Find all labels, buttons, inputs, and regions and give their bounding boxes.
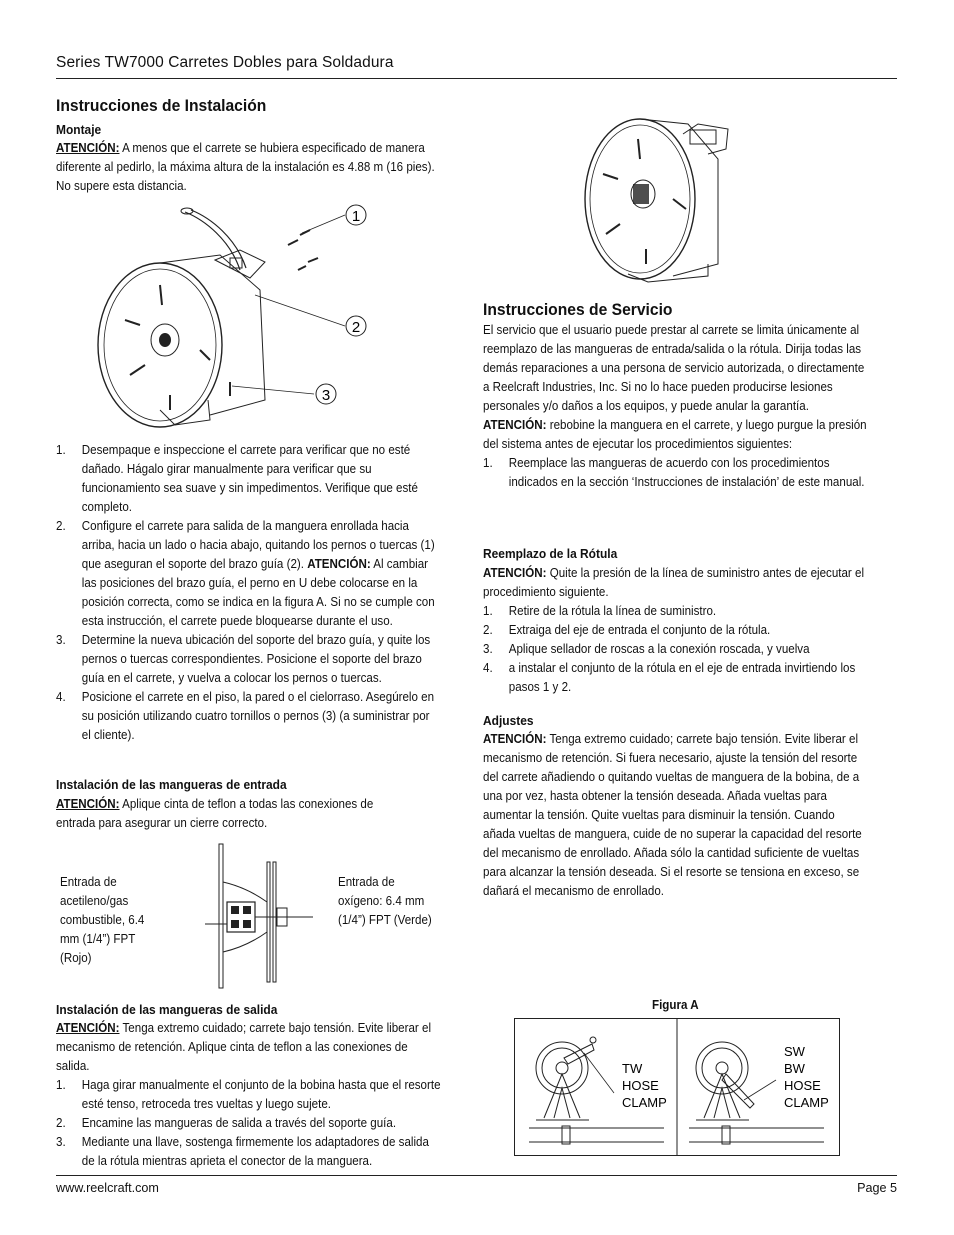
mount-heading: Montaje <box>56 122 102 137</box>
outlet-attention: ATENCIÓN: <box>56 1021 120 1035</box>
figure-caption: Figura A <box>652 998 699 1012</box>
install-steps <box>56 441 441 745</box>
list-item: 2. Extraiga del eje de entrada el conjunto de la rótula. <box>483 623 771 637</box>
page-number: Page 5 <box>857 1181 897 1195</box>
adjust-heading: Adjustes <box>483 713 534 728</box>
footer-url[interactable]: www.reelcraft.com <box>56 1181 159 1195</box>
swivel-paragraph: ATENCIÓN: Quite la presión de la línea de suministro antes de ejecutar el procedimiento siguiente. 1. Retire de la rótula la línea de suministro. 2. Extraiga del eje de entrada el conjunto de la rótula. 3. Aplique sellador de roscas a la conexión roscada, y vuelva 4. a instalar el conjunto de la rótula en el eje de entrada invirtiendo los pasos 1 y 2. <box>483 564 868 697</box>
callout-2: 2 <box>351 319 361 336</box>
service-attention: ATENCIÓN: <box>483 418 547 432</box>
mount-attention: ATENCIÓN: <box>56 141 120 155</box>
page-header-title: Series TW7000 Carretes Dobles para Soldadura <box>56 54 394 71</box>
footer-rule <box>56 1175 897 1176</box>
service-heading: Instrucciones de Servicio <box>483 300 673 319</box>
fig-right-label-1: SW <box>784 1044 805 1059</box>
inlet-text: Aplique cinta de teflon a todas las conexiones de entrada para asegurar un cierre correcto. <box>56 797 374 830</box>
list-item: 2. Configure el carrete para salida de la manguera enrollada hacia arriba, hacia un lado o hacia abajo, quitando los pernos o tuercas (1) que aseguran el soporte del brazo guía (2). ATENCIÓN: Al cambiar las posiciones del brazo guía, el perno en U debe colocarse en la posición correcta, como se indica en la figura A. Si no se cumple con esta instrucción, el carrete puede bloquearse durante el uso. <box>56 519 435 628</box>
list-item: 1. Haga girar manualmente el conjunto de la bobina hasta que el resorte esté tenso, retroceda tres vueltas y luego sujete. <box>56 1078 441 1111</box>
fig-left-label-3: CLAMP <box>622 1095 667 1110</box>
figure-a <box>514 1018 840 1156</box>
swivel-heading: Reemplazo de la Rótula <box>483 546 618 561</box>
list-item: 1. Retire de la rótula la línea de suministro. <box>483 604 717 618</box>
mount-paragraph <box>56 139 441 196</box>
callout-1: 1 <box>351 208 361 225</box>
list-item: 3. Determine la nueva ubicación del soporte del brazo guía, y quite los pernos o tuercas correspondientes. Posicione el soporte del brazo guía en el carrete, y vuelva a colocar los pernos o tuercas. <box>56 633 431 685</box>
adjust-paragraph: ATENCIÓN: Tenga extremo cuidado; carrete bajo tensión. Evite liberar el mecanismo de retención. Si fuera necesario, ajuste la tensión del resorte del carrete añadiendo o quitando vueltas de manguera de la bobina, de a una por vez, hasta obtener la tensión deseada. Añada vueltas para aumentar la tensión. Quite vueltas para disminuir la tensión. Cuando añada vueltas de manguera, cuide de no superar la capacidad del resorte del mecanismo de enrollado. Añada sólo la cantidad suficiente de vueltas para alcanzar la tensión deseada. Si el resorte se tensiona en exceso, se dañará el mecanismo de enrollado. <box>483 732 862 898</box>
outlet-heading: Instalación de las mangueras de salida <box>56 1002 278 1017</box>
fig-left-label-2: HOSE <box>622 1078 659 1093</box>
service-paragraph: El servicio que el usuario puede prestar al carrete se limita únicamente al reemplazo de las mangueras de entrada/salida o la rótula. Dirija todas las demás reparaciones a una persona de servicio autorizada, o directamente a Reelcraft Industries, Inc. Si no lo hace pueden producirse lesiones personales y/o daños a los equipos, y puede anular la garantía. ATENCIÓN: rebobine la manguera en el carrete, y luego purgue la presión del sistema antes de ejecutar los procedimientos siguientes: 1. Reemplace las mangueras de acuerdo con los procedimientos indicados en la sección ‘Instrucciones de instalación’ de este manual. <box>483 321 868 492</box>
reel-mount-drawing <box>90 200 380 435</box>
list-item: 4. Posicione el carrete en el piso, la pared o el cielorraso. Asegúrelo en su posición utilizando cuatro tornillos o pernos (3) (a suministrar por el cliente). <box>56 690 435 742</box>
inlet-left-label: Entrada de acetileno/gas combustible, 6.4 mm (1/4”) FPT (Rojo) <box>60 875 145 965</box>
fig-right-label-2: BW <box>784 1061 805 1076</box>
inlet-section-drawing <box>205 842 315 990</box>
list-item: 3. Aplique sellador de roscas a la conexión roscada, y vuelva <box>483 642 810 656</box>
reel-service-drawing <box>578 104 753 284</box>
fig-right-label-4: CLAMP <box>784 1095 829 1110</box>
inlet-attention: ATENCIÓN: <box>56 797 120 811</box>
service-text: El servicio que el usuario puede prestar al carrete se limita únicamente al reemplazo de las mangueras de entrada/salida o la rótula. Dirija todas las demás reparaciones a una persona de servicio autorizada, o directamente a Reelcraft Industries, Inc. Si no lo hace pueden producirse lesiones personales y/o daños a los equipos, y puede anular la garantía. <box>483 323 865 413</box>
outlet-paragraph <box>56 1019 441 1171</box>
callout-3: 3 <box>321 387 331 404</box>
fig-right-label-3: HOSE <box>784 1078 821 1093</box>
fig-left-label-1: TW <box>622 1061 643 1076</box>
install-heading: Instrucciones de Instalación <box>56 96 267 115</box>
list-item: 4. a instalar el conjunto de la rótula en el eje de entrada invirtiendo los pasos 1 y 2. <box>483 661 856 694</box>
mount-text: A menos que el carrete se hubiera especificado de manera diferente al pedirlo, la máxima altura de la instalación es 4.88 m (16 pies). No supere esta distancia. <box>56 141 435 193</box>
outlet-text: Tenga extremo cuidado; carrete bajo tensión. Evite liberar el mecanismo de retención. Aplique cinta de teflon a las conexiones de salida. <box>56 1021 432 1073</box>
inlet-heading: Instalación de las mangueras de entrada <box>56 777 287 792</box>
list-item: 1. Reemplace las mangueras de acuerdo con los procedimientos indicados en la sección ‘Instrucciones de instalación’ de este manual. <box>483 456 865 489</box>
header-rule <box>56 78 897 79</box>
inlet-right-label: Entrada de oxígeno: 6.4 mm (1/4”) FPT (Verde) <box>338 875 432 927</box>
list-item: 3. Mediante una llave, sostenga firmemente los adaptadores de salida de la rótula mientras aprieta el conector de la manguera. <box>56 1135 429 1168</box>
list-item: 2. Encamine las mangueras de salida a través del soporte guía. <box>56 1116 397 1130</box>
inlet-paragraph <box>56 795 392 833</box>
swivel-attention: ATENCIÓN: <box>483 566 547 580</box>
list-item: 1. Desempaque e inspeccione el carrete para verificar que no esté dañado. Hágalo girar manualmente para verificar que su funcionamiento sea suave y sin impedimentos. Verifique que esté completo. <box>56 443 418 514</box>
adjust-attention: ATENCIÓN: <box>483 732 547 746</box>
